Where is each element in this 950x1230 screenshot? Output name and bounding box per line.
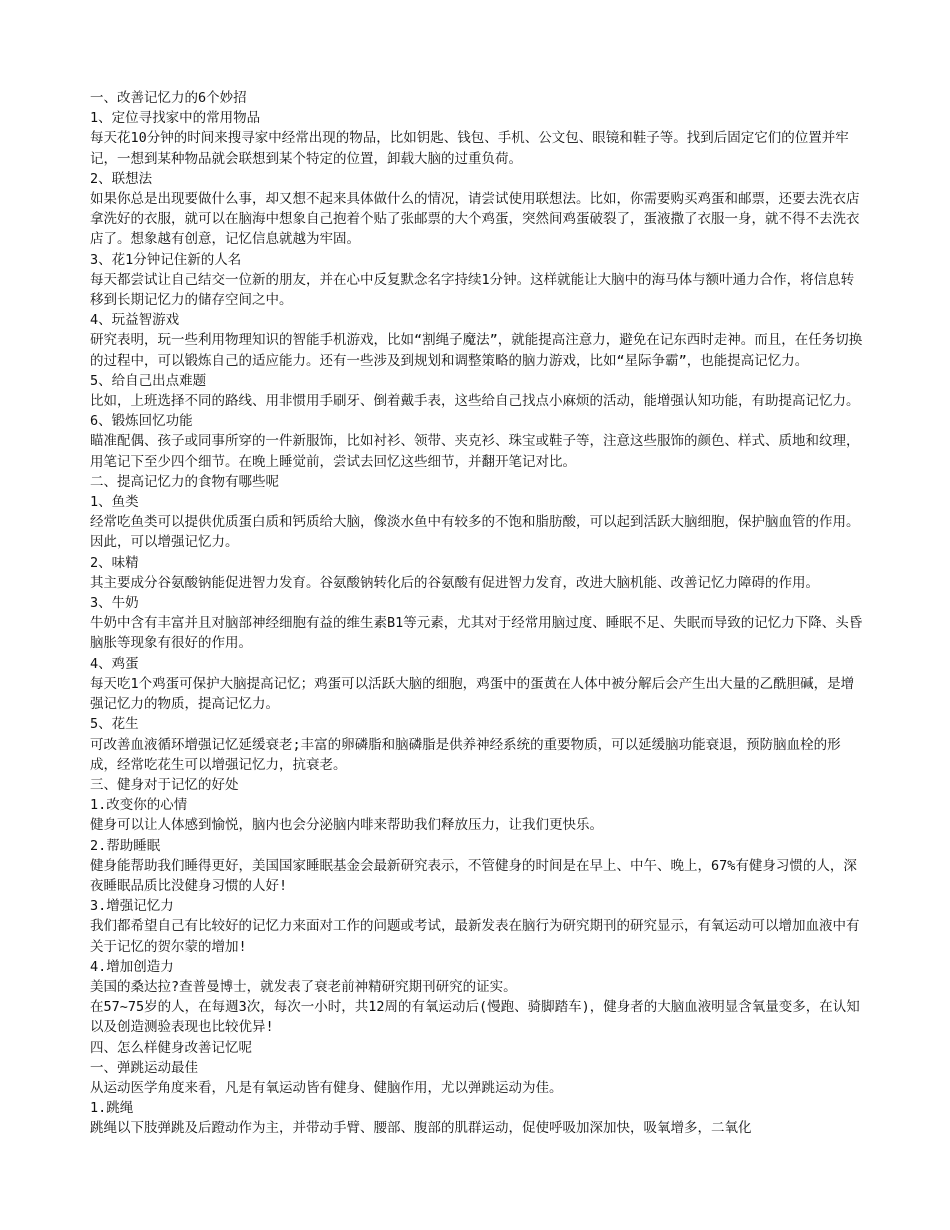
paragraph-memory: 我们都希望自己有比较好的记忆力来面对工作的问题或考试，最新发表在脑行为研究期刊的研究显示，有氧运动可以增加血液中有关于记忆的贺尔蒙的增加! (90, 918, 860, 955)
paragraph-eggs: 每天吃1个鸡蛋可保护大脑提高记忆；鸡蛋可以活跃大脑的细胞，鸡蛋中的蛋黄在人体中被分解后会产生出大量的乙酰胆碱，是增强记忆力的物质，提高记忆力。 (90, 675, 855, 713)
subheading-eggs: 4、鸡蛋 (90, 655, 139, 672)
paragraph-jumping: 从运动医学角度来看，凡是有氧运动皆有健身、健脑作用，尤以弹跳运动为佳。 (90, 1079, 563, 1096)
heading-fitness-benefits: 三、健身对于记忆的好处 (90, 776, 239, 793)
heading-fitness-methods: 四、怎么样健身改善记忆呢 (90, 1039, 252, 1056)
paragraph-fish: 经常吃鱼类可以提供优质蛋白质和钙质给大脑，像淡水鱼中有较多的不饱和脂肪酸，可以起到活跃大脑细胞，保护脑血管的作用。因此，可以增强记忆力。 (90, 514, 860, 551)
subheading-fish: 1、鱼类 (90, 494, 139, 511)
subheading-locate-items: 1、定位寻找家中的常用物品 (90, 110, 261, 127)
subheading-jumping: 一、弹跳运动最佳 (90, 1059, 198, 1076)
document-page (90, 88, 865, 1139)
paragraph-association: 如果你总是出现要做什么事，却又想不起来具体做什么的情况，请尝试使用联想法。比如，你需要购买鸡蛋和邮票，还要去洗衣店拿洗好的衣服，就可以在脑海中想象自己抱着个贴了张邮票的大个鸡蛋，突然间鸡蛋破裂了，蛋液撒了衣服一身，就不得不去洗衣店了。想象越有创意，记忆信息就越为牢固。 (90, 191, 860, 248)
subheading-msg: 2、味精 (90, 554, 139, 571)
heading-memory-foods: 二、提高记忆力的食物有哪些呢 (90, 473, 279, 490)
paragraph-creativity-2: 在57~75岁的人，在每週3次，每次一小时，共12周的有氧运动后(慢跑、骑脚踏车)，健身者的大脑血液明显含氧量变多，在认知以及创造测验表现也比较优异! (90, 999, 860, 1036)
paragraph-peanuts: 可改善血液循环增强记忆延缓衰老;丰富的卵磷脂和脑磷脂是供养神经系统的重要物质，可以延缓脑功能衰退，预防脑血栓的形成，经常吃花生可以增强记忆力，抗衰老。 (90, 736, 841, 773)
paragraph-rope-skipping: 跳绳以下肢弹跳及后蹬动作为主，并带动手臂、腰部、腹部的肌群运动，促使呼吸加深加快，吸氧增多，二氧化 (90, 1120, 752, 1137)
subheading-recall-practice: 6、锻炼回忆功能 (90, 413, 193, 430)
subheading-puzzle-games: 4、玩益智游戏 (90, 312, 180, 329)
paragraph-creativity-1: 美国的桑达拉?查普曼博士，就发表了衰老前神精研究期刊研究的证实。 (90, 978, 517, 995)
paragraph-remember-names: 每天都尝试让自己结交一位新的朋友，并在心中反复默念名字持续1分钟。这样就能让大脑中的海马体与额叶通力合作，将信息转移到长期记忆力的储存空间之中。 (90, 271, 855, 309)
paragraph-msg: 其主要成分谷氨酸钠能促进智力发育。谷氨酸钠转化后的谷氨酸有促进智力发育，改进大脑机能、改善记忆力障碍的作用。 (90, 574, 819, 591)
subheading-milk: 3、牛奶 (90, 595, 139, 612)
paragraph-mood: 健身可以让人体感到愉悦，脑内也会分泌脑内啡来帮助我们释放压力，让我们更快乐。 (90, 817, 603, 834)
subheading-rope-skipping: 1.跳绳 (90, 1100, 134, 1117)
subheading-association: 2、联想法 (90, 170, 153, 187)
subheading-mood: 1.改变你的心情 (90, 797, 188, 814)
subheading-remember-names: 3、花1分钟记住新的人名 (90, 251, 242, 268)
paragraph-locate-items: 每天花10分钟的时间来搜寻家中经常出现的物品，比如钥匙、钱包、手机、公文包、眼镜和鞋子等。找到后固定它们的位置并牢记，一想到某种物品就会联想到某个特定的位置，卸载大脑的过重负荷。 (90, 130, 849, 167)
subheading-small-challenges: 5、给自己出点难题 (90, 372, 207, 389)
subheading-peanuts: 5、花生 (90, 716, 139, 733)
paragraph-milk: 牛奶中含有丰富并且对脑部神经细胞有益的维生素B1等元素，尤其对于经常用脑过度、睡眠不足、失眠而导致的记忆力下降、头昏脑胀等现象有很好的作用。 (90, 615, 863, 652)
paragraph-small-challenges: 比如，上班选择不同的路线、用非惯用手刷牙、倒着戴手表，这些给自己找点小麻烦的活动，能增强认知功能，有助提高记忆力。 (90, 393, 860, 410)
paragraph-recall-practice: 瞄准配偶、孩子或同事所穿的一件新服饰，比如衬衫、领带、夹克衫、珠宝或鞋子等，注意这些服饰的颜色、样式、质地和纹理，用笔记下至少四个细节。在晚上睡觉前，尝试去回忆这些细节，并翻开笔记对比。 (90, 433, 860, 470)
subheading-creativity: 4.增加创造力 (90, 958, 174, 975)
paragraph-puzzle-games: 研究表明，玩一些利用物理知识的智能手机游戏，比如“割绳子魔法”，就能提高注意力，避免在记东西时走神。而且，在任务切换的过程中，可以锻炼自己的适应能力。还有一些涉及到规划和调整策略的脑力游戏，比如“星际争霸”，也能提高记忆力。 (90, 332, 863, 369)
paragraph-sleep: 健身能帮助我们睡得更好，美国国家睡眠基金会最新研究表示，不管健身的时间是在早上、中午、晚上，67%有健身习惯的人，深夜睡眠品质比没健身习惯的人好! (90, 857, 857, 894)
subheading-sleep: 2.帮助睡眠 (90, 837, 161, 854)
subheading-memory: 3.增强记忆力 (90, 898, 174, 915)
heading-memory-tips: 一、改善记忆力的6个妙招 (90, 90, 247, 106)
